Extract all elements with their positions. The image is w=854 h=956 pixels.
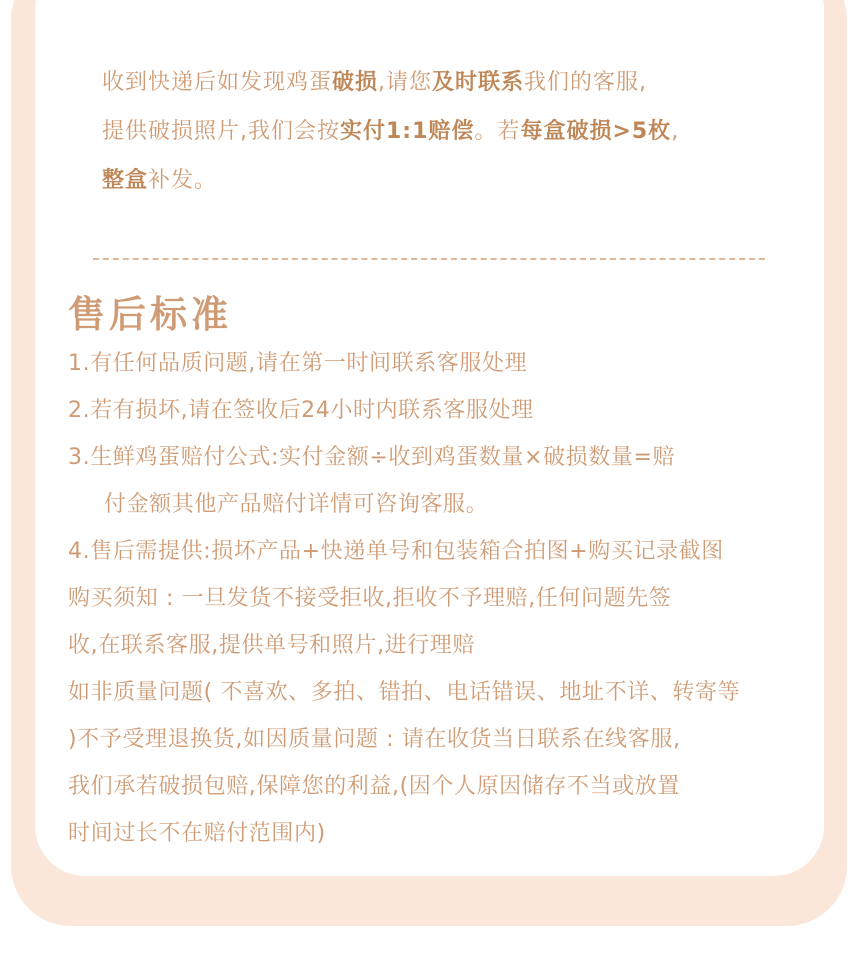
section-title: 售后标准 [68,293,232,336]
notice-text: 。若 [474,119,521,144]
notice-text: 提供破损照片,我们会按 [102,119,340,144]
notice-text: ,请您 [378,70,433,95]
rule-line: 如非质量问题( 不喜欢、多拍、错拍、电话错误、地址不详、转寄等 [68,680,741,705]
emphasis-text: 实付1:1赔偿 [340,119,475,144]
notice-text: 补发。 [148,168,218,193]
notice-line-1 [102,58,782,107]
rule-line: 我们承若破损包赔,保障您的利益,(因个人原因储存不当或放置 [68,774,680,799]
emphasis-text: 每盒破损>5枚 [520,119,672,144]
emphasis-text: 整盒 [102,168,149,193]
emphasis-text: 破损 [332,70,379,95]
rule-line: 4.售后需提供:损坏产品+快递单号和包装箱合拍图+购买记录截图 [68,539,724,564]
notice-text: 我们的客服, [524,70,648,95]
emphasis-text: 及时联系 [432,70,525,95]
rule-line: 购买须知 : 一旦发货不接受拒收,拒收不予理赔,任何问题先签 [68,586,672,611]
notice-text: 收到快递后如发现鸡蛋 [102,70,333,95]
rule-line: 2.若有损坏,请在签收后24小时内联系客服处理 [68,398,534,423]
damage-notice [102,58,782,205]
notice-line-2 [102,107,782,156]
rule-line: )不予受理退换货,如因质量问题 : 请在收货当日联系在线客服, [68,727,681,752]
rule-line: 1.有任何品质问题,请在第一时间联系客服处理 [68,351,528,376]
rule-line: 付金额其他产品赔付详情可咨询客服。 [104,492,489,517]
notice-text: , [671,119,680,144]
notice-line-3 [102,156,782,205]
rule-line: 收,在联系客服,提供单号和照片,进行理赔 [68,633,475,658]
dashed-divider [93,258,765,260]
rule-line: 3.生鲜鸡蛋赔付公式:实付金额÷收到鸡蛋数量×破损数量=赔 [68,445,676,470]
rule-line: 时间过长不在赔付范围内) [68,821,326,846]
rules-list [68,340,818,857]
